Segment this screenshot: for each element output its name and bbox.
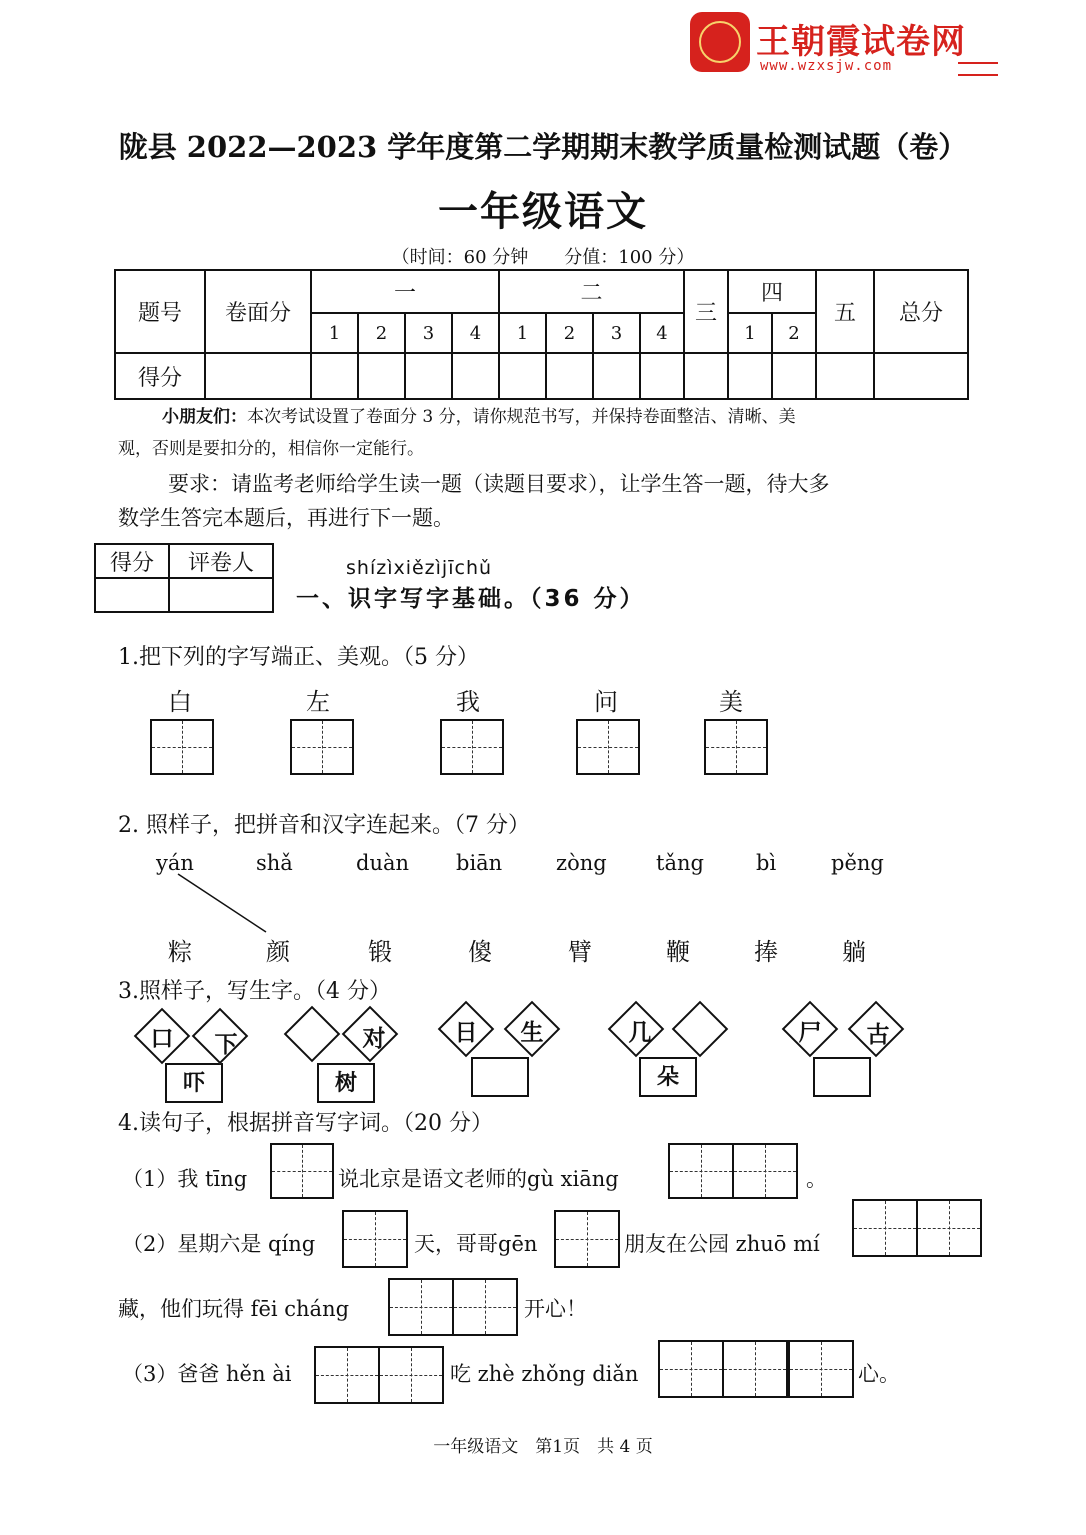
th-sub: 2 <box>358 313 405 353</box>
th-sub: 2 <box>546 313 593 353</box>
q3-left-char: 尸 <box>798 1020 822 1046</box>
th-question-no: 题号 <box>115 270 205 353</box>
answer-grid[interactable] <box>270 1143 334 1199</box>
q2-pinyin: shǎ <box>256 851 293 875</box>
q3-right-char: 下 <box>214 1032 238 1058</box>
answer-grid[interactable] <box>452 1278 518 1336</box>
connect-line <box>178 874 266 932</box>
th-sub: 4 <box>640 313 684 353</box>
intro-line-2: 观，否则是要扣分的，相信你一定能行。 <box>118 439 424 459</box>
page-footer: 一年级语文 第1页 共 4 页 <box>433 1437 653 1457</box>
th-part-2: 二 <box>499 270 684 313</box>
q3-title: 3.照样子，写生字。（4 分） <box>118 979 391 1004</box>
answer-grid[interactable] <box>852 1199 918 1257</box>
requirement-line-2: 数学生答完本题后，再进行下一题。 <box>118 506 454 530</box>
th-part-5: 五 <box>816 270 874 353</box>
th-total: 总分 <box>874 270 968 353</box>
q2-char: 臂 <box>568 938 592 966</box>
q4-s1-part-b: 说北京是语文老师的gù xiāng <box>338 1167 619 1191</box>
th-part-3: 三 <box>684 270 728 353</box>
exam-title: 陇县 2022—2023 学年度第二学期期末教学质量检测试题（卷） <box>118 130 968 164</box>
q4-s3-part-a: （3）爸爸 hěn ài <box>122 1362 292 1386</box>
q3-right-char: 生 <box>520 1020 544 1046</box>
q3-bottom-box[interactable]: 吓 <box>165 1063 223 1103</box>
score-row-label: 得分 <box>115 353 205 399</box>
q1-char: 问 <box>594 688 618 716</box>
section-1-pinyin: shízìxiězìjīchǔ <box>346 557 493 579</box>
q1-char: 左 <box>306 688 330 716</box>
q4-s3-part-c: 心。 <box>858 1362 900 1386</box>
th-sub: 4 <box>452 313 499 353</box>
answer-grid[interactable] <box>554 1210 620 1268</box>
answer-grid[interactable] <box>722 1340 788 1398</box>
q2-pinyin: biān <box>456 851 503 875</box>
answer-grid[interactable] <box>788 1340 854 1398</box>
th-neatness: 卷面分 <box>205 270 311 353</box>
logo-url: www.wzxsjw.com <box>760 58 893 74</box>
answer-grid[interactable] <box>916 1199 982 1257</box>
th-sub: 1 <box>499 313 546 353</box>
q3-bottom-box[interactable] <box>813 1057 871 1097</box>
q2-char: 傻 <box>468 938 492 966</box>
th-sub: 3 <box>405 313 452 353</box>
q3-right-char: 对 <box>362 1026 386 1052</box>
answer-grid[interactable] <box>342 1210 408 1268</box>
q4-s2b-part-b: 开心！ <box>524 1297 587 1321</box>
q2-char: 粽 <box>168 938 192 966</box>
q2-pinyin: bì <box>756 851 777 875</box>
th-sub: 1 <box>728 313 772 353</box>
q2-char: 锻 <box>368 938 392 966</box>
q2-char: 捧 <box>754 938 778 966</box>
th-sub: 3 <box>593 313 640 353</box>
q2-pinyin: duàn <box>356 851 410 875</box>
q2-title: 2. 照样子，把拼音和汉字连起来。（7 分） <box>118 813 530 838</box>
q3-left-char: 几 <box>628 1020 652 1046</box>
q3-left-char: 口 <box>150 1026 174 1052</box>
q1-char: 我 <box>456 688 480 716</box>
q3-right-char: 古 <box>866 1022 890 1048</box>
answer-grid[interactable] <box>314 1346 380 1404</box>
th-part-1: 一 <box>311 270 499 313</box>
th-sub: 1 <box>311 313 358 353</box>
q4-s1-part-c: 。 <box>806 1167 827 1191</box>
q4-s2b-part-a: 藏，他们玩得 fēi cháng <box>118 1297 350 1321</box>
section-1-title: 一、识字写字基础。（36 分） <box>296 586 646 612</box>
q1-char: 白 <box>168 688 192 716</box>
answer-grid[interactable] <box>388 1278 454 1336</box>
answer-grid[interactable] <box>668 1143 734 1199</box>
answer-grid[interactable] <box>732 1143 798 1199</box>
q2-pinyin: tǎng <box>656 851 704 875</box>
q4-s1-part-a: （1）我 tīng <box>122 1167 248 1191</box>
requirement-line-1: 要求：请监考老师给学生读一题（读题目要求），让学生答一题，待大多 <box>168 472 830 496</box>
q4-s2-part-c: 朋友在公园 zhuō mí <box>624 1232 820 1256</box>
q4-s2-part-a: （2）星期六是 qíng <box>122 1232 316 1256</box>
q3-bottom-box[interactable] <box>471 1057 529 1097</box>
grader-name-label: 评卷人 <box>169 544 273 578</box>
q2-char: 颜 <box>266 938 290 966</box>
q4-s3-part-b: 吃 zhè zhǒng diǎn <box>450 1362 639 1386</box>
th-part-4: 四 <box>728 270 816 313</box>
q3-bottom-box[interactable]: 树 <box>317 1063 375 1103</box>
q4-s2-part-b: 天，哥哥gēn <box>414 1232 538 1256</box>
intro-text: 本次考试设置了卷面分 3 分，请你规范书写，并保持卷面整洁、清晰、美 <box>247 407 796 427</box>
logo-name: 王朝霞试卷网 <box>756 22 966 62</box>
intro-greeting: 小朋友们： <box>162 407 247 427</box>
q3-left-char: 日 <box>454 1020 478 1046</box>
q2-pinyin: yán <box>156 851 194 875</box>
answer-grid[interactable] <box>378 1346 444 1404</box>
q4-title: 4.读句子，根据拼音写字词。（20 分） <box>118 1111 493 1136</box>
q2-pinyin: zòng <box>556 851 607 875</box>
answer-grid[interactable] <box>658 1340 724 1398</box>
grader-score-label: 得分 <box>95 544 169 578</box>
th-sub: 2 <box>772 313 816 353</box>
q3-bottom-box[interactable]: 朵 <box>639 1057 697 1097</box>
exam-subject: 一年级语文 <box>438 189 648 235</box>
q1-char: 美 <box>719 688 743 716</box>
q2-char: 躺 <box>842 938 866 966</box>
q2-pinyin: pěng <box>831 851 884 875</box>
time-info: （时间：60 分钟 分值：100 分） <box>391 247 695 268</box>
q1-title: 1.把下列的字写端正、美观。（5 分） <box>118 645 479 670</box>
q2-char: 鞭 <box>666 938 690 966</box>
